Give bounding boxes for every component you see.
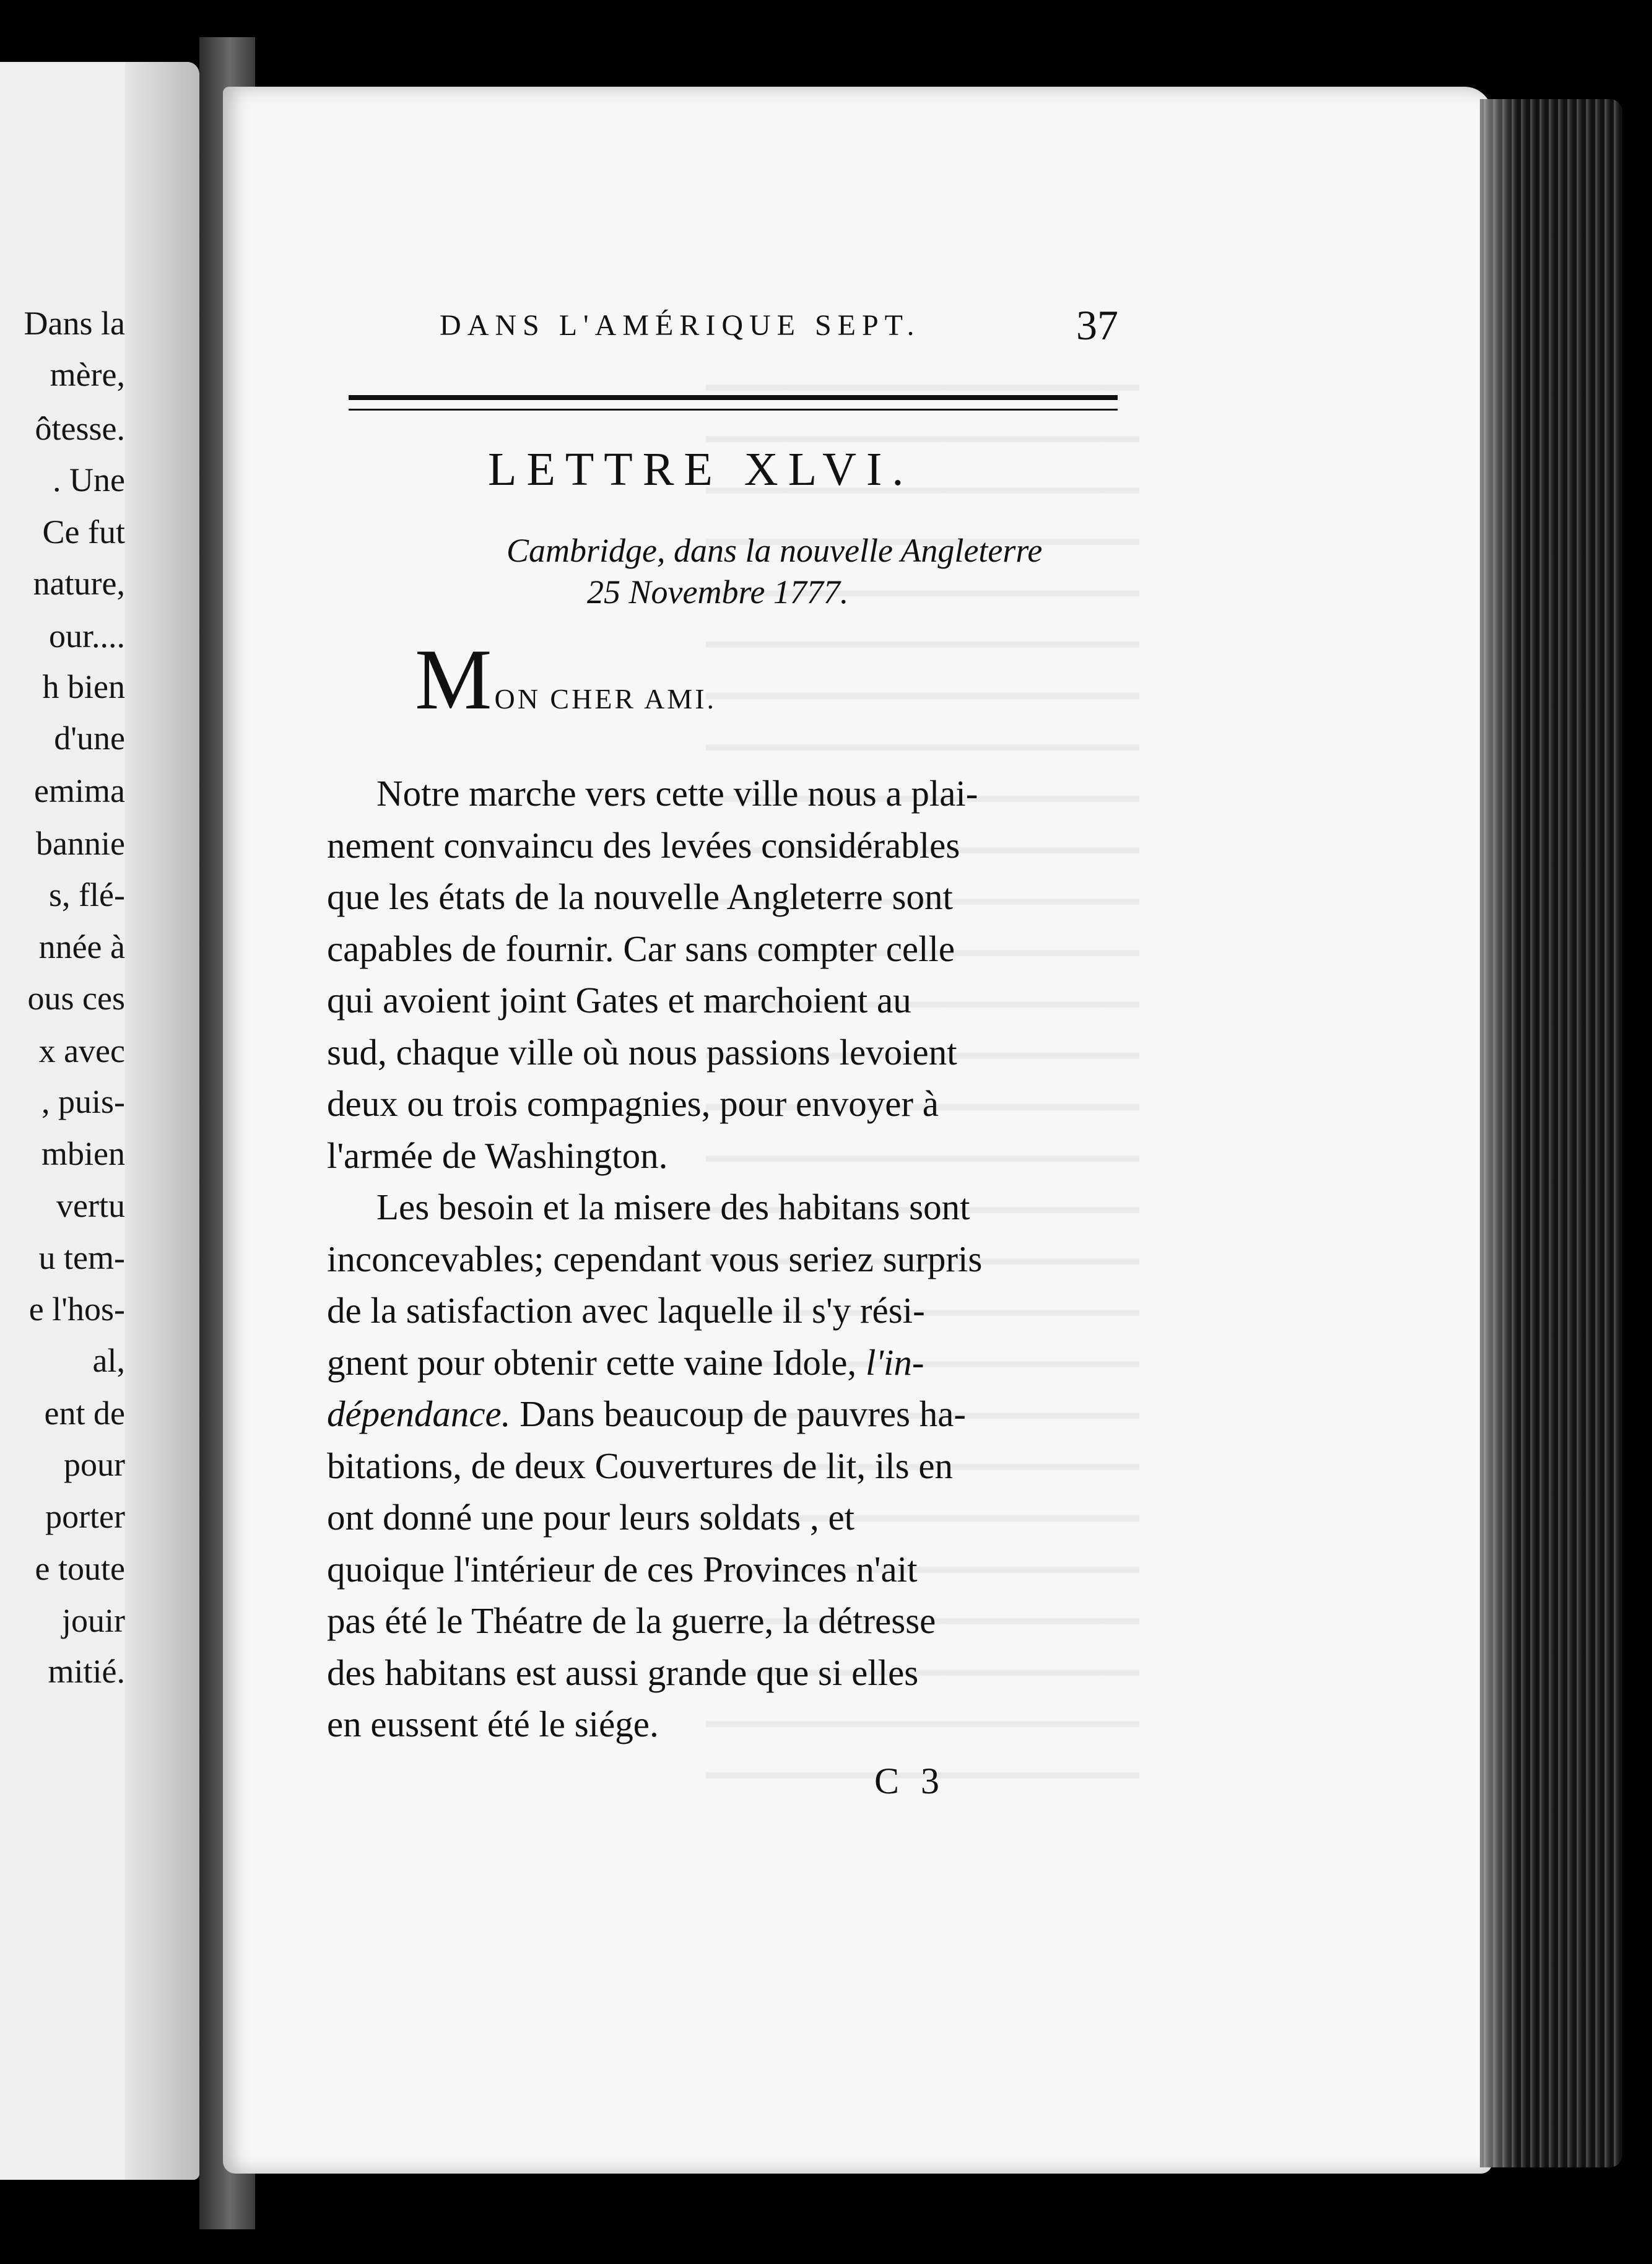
left-page-line: Dans la — [24, 305, 125, 342]
left-facing-page — [0, 62, 199, 2180]
left-page-line: , puis- — [41, 1083, 125, 1120]
left-page-line: Ce fut — [42, 513, 125, 551]
letter-title: LETTRE XLVI. — [488, 443, 914, 495]
paragraph-2 — [327, 1182, 1119, 1751]
body-line — [327, 1388, 1119, 1440]
body-line: ont donné une pour leurs soldats , et — [327, 1497, 855, 1538]
letter-body — [327, 768, 1119, 1751]
body-line: pas été le Théatre de la guerre, la détresse — [327, 1600, 936, 1641]
body-line: sud, chaque ville où nous passions levoient — [327, 1031, 957, 1073]
left-page-line: mbien — [41, 1135, 125, 1172]
left-page-line: al, — [92, 1342, 125, 1379]
left-page-line: . Une — [53, 461, 125, 499]
salutation-rest: ON CHER AMI. — [494, 683, 717, 715]
italic-term: dépendance. — [327, 1393, 511, 1434]
body-line: l'armée de Washington. — [327, 1134, 668, 1176]
left-page-curve-shadow — [125, 62, 199, 2180]
left-page-line: emima — [34, 772, 125, 809]
body-text-segment: Dans beaucoup de pauvres ha- — [520, 1393, 967, 1434]
salutation — [415, 632, 717, 728]
left-page-line: ôtesse. — [35, 410, 125, 447]
italic-term: l'in- — [865, 1341, 924, 1383]
body-line: de la satisfaction avec laquelle il s'y rési- — [327, 1290, 925, 1331]
running-head: DANS L'AMÉRIQUE SEPT. — [440, 309, 921, 342]
left-page-line: pour — [64, 1446, 125, 1483]
body-line: capables de fournir. Car sans compter celle — [327, 928, 955, 969]
letter-date: 25 Novembre 1777. — [587, 573, 849, 611]
salutation-initial: M — [415, 632, 492, 728]
body-line: quoique l'intérieur de ces Provinces n'ait — [327, 1548, 918, 1590]
body-line: bitations, de deux Couvertures de lit, ils en — [327, 1445, 954, 1486]
body-line: qui avoient joint Gates et marchoient au — [327, 980, 911, 1021]
left-page-line: vertu — [56, 1187, 125, 1224]
body-line: que les états de la nouvelle Angleterre sont — [327, 876, 953, 917]
letter-place: Cambridge, dans la nouvelle Angleterre — [506, 532, 1043, 569]
header-rule-thin — [349, 409, 1118, 411]
body-text-segment: gnent pour obtenir cette vaine Idole, — [327, 1341, 857, 1383]
body-line: nement convaincu des levées considérables — [327, 824, 960, 866]
body-line: des habitans est aussi grande que si elles — [327, 1652, 919, 1693]
left-page-line: jouir — [62, 1602, 125, 1639]
page-edge-highlight — [1480, 99, 1517, 2167]
body-line: en eussent été le siége. — [327, 1704, 659, 1744]
left-page-line: mitié. — [48, 1653, 125, 1690]
left-page-line: mère, — [50, 356, 125, 393]
body-line: Notre marche vers cette ville nous a plai- — [376, 773, 978, 814]
body-line: deux ou trois compagnies, pour envoyer à — [327, 1083, 939, 1124]
body-line: inconcevables; cependant vous seriez surpris — [327, 1238, 983, 1279]
left-page-line: s, flé- — [49, 876, 125, 913]
header-rule-thick — [349, 395, 1118, 400]
left-page-line: u tem- — [38, 1239, 125, 1276]
left-page-line: ent de — [44, 1395, 125, 1432]
left-page-line: our.... — [48, 617, 125, 655]
signature-mark: C 3 — [874, 1761, 946, 1801]
left-page-line: e toute — [35, 1550, 125, 1587]
left-page-line: x avec — [38, 1032, 125, 1069]
body-line — [327, 1337, 1119, 1389]
page-number: 37 — [1076, 302, 1118, 349]
left-page-line: porter — [45, 1498, 125, 1535]
paragraph-1 — [327, 768, 1119, 1182]
body-line: Les besoin et la misere des habitans sont — [376, 1186, 970, 1227]
left-page-line: nnée à — [38, 928, 125, 965]
left-page-line: d'une — [54, 720, 125, 757]
left-page-line: h bien — [42, 668, 125, 705]
left-page-line: bannie — [36, 825, 125, 862]
left-page-line: nature, — [33, 565, 125, 602]
left-page-line: e l'hos- — [28, 1291, 125, 1328]
left-page-line: ous ces — [27, 980, 125, 1017]
